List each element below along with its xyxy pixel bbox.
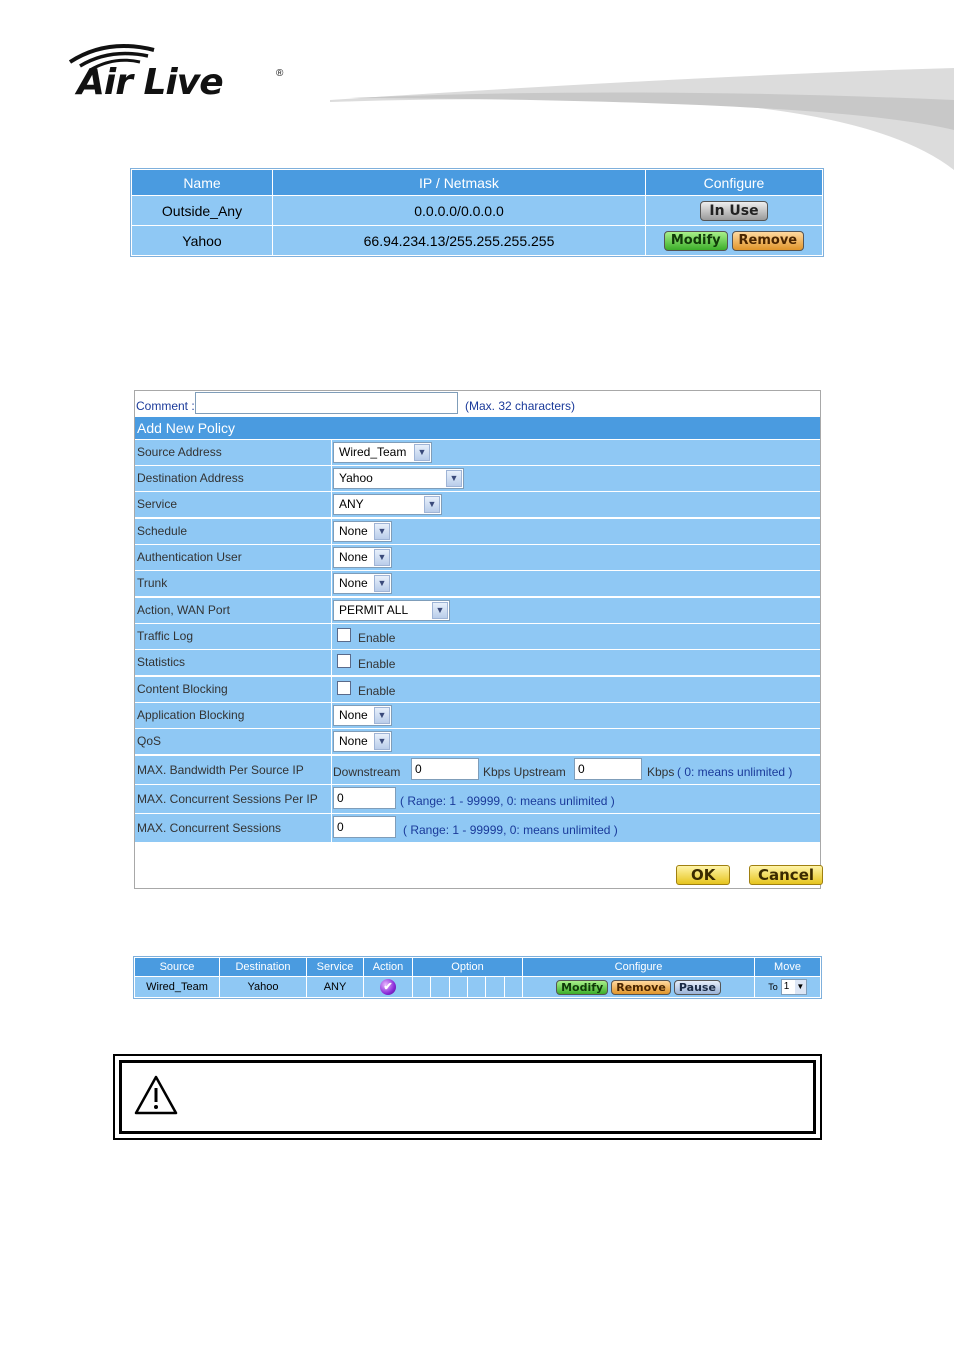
statistics-checkbox[interactable] — [337, 654, 351, 668]
field-label: Destination Address — [135, 466, 331, 491]
col-header: IP / Netmask — [273, 170, 645, 195]
move-select[interactable]: 1 ▼ — [781, 979, 807, 995]
col-header: Option — [413, 958, 522, 976]
chevron-down-icon: ▼ — [374, 575, 390, 592]
option-cell — [505, 977, 522, 997]
schedule-row — [135, 519, 820, 544]
action-wan-row — [135, 598, 820, 623]
col-header: Destination — [220, 958, 306, 976]
app-blocking-row — [135, 703, 820, 728]
field-label: Trunk — [135, 571, 331, 596]
traffic-log-checkbox[interactable] — [337, 628, 351, 642]
option-cell — [450, 977, 467, 997]
move-label: To — [768, 981, 778, 992]
kbps-unit: Kbps — [647, 765, 675, 779]
policy-table — [133, 956, 822, 999]
col-header: Configure — [646, 170, 822, 195]
destination-address-select[interactable]: Yahoo ▼ — [333, 468, 464, 489]
option-cell — [413, 977, 430, 997]
ip-cell: 66.94.234.13/255.255.255.255 — [273, 226, 645, 255]
field-label: Authentication User — [135, 545, 331, 570]
chevron-down-icon: ▼ — [432, 602, 448, 619]
comment-row — [135, 391, 820, 417]
field-label: Service — [135, 492, 331, 517]
trunk-row — [135, 571, 820, 596]
in-use-button[interactable]: In Use — [700, 201, 767, 221]
comment-label: Comment : — [136, 399, 195, 413]
sessions-input[interactable]: 0 — [333, 816, 396, 838]
field-label: MAX. Concurrent Sessions — [135, 814, 331, 842]
permit-check-icon: ✔ — [380, 979, 396, 995]
source-cell: Wired_Team — [135, 977, 219, 997]
field-label: MAX. Concurrent Sessions Per IP — [135, 785, 331, 813]
service-select[interactable]: ANY ▼ — [333, 494, 442, 515]
option-cell — [431, 977, 448, 997]
field-label: Application Blocking — [135, 703, 331, 728]
content-blocking-row — [135, 677, 820, 702]
address-table — [130, 168, 824, 257]
chevron-down-icon: ▼ — [446, 470, 462, 487]
airlive-logo — [62, 40, 292, 110]
name-cell: Outside_Any — [132, 196, 272, 225]
chevron-down-icon: ▼ — [374, 733, 390, 750]
chevron-down-icon: ▼ — [424, 496, 440, 513]
field-label: Content Blocking — [135, 677, 331, 702]
configure-cell — [646, 196, 822, 225]
upstream-label: Kbps Upstream — [483, 765, 566, 779]
chevron-down-icon: ▼ — [374, 523, 390, 540]
col-header: Source — [135, 958, 219, 976]
move-cell — [755, 977, 820, 997]
source-address-row — [135, 440, 820, 465]
field-label: Traffic Log — [135, 624, 331, 649]
field-label: QoS — [135, 729, 331, 754]
warning-box — [113, 1054, 822, 1140]
comment-hint: (Max. 32 characters) — [465, 399, 576, 413]
app-blocking-select[interactable]: None ▼ — [333, 705, 392, 726]
configure-cell — [646, 226, 822, 255]
comment-input[interactable] — [195, 392, 458, 414]
ok-button[interactable]: OK — [676, 865, 730, 885]
traffic-log-row — [135, 624, 820, 649]
modify-button[interactable]: Modify — [664, 231, 728, 251]
upstream-input[interactable]: 0 — [574, 758, 642, 780]
qos-row — [135, 729, 820, 754]
name-cell: Yahoo — [132, 226, 272, 255]
chevron-down-icon: ▼ — [795, 980, 806, 994]
destination-address-row — [135, 466, 820, 491]
schedule-select[interactable]: None ▼ — [333, 521, 392, 542]
checkbox-label: Enable — [358, 684, 396, 698]
col-header: Action — [364, 958, 412, 976]
source-address-select[interactable]: Wired_Team ▼ — [333, 442, 432, 463]
action-wan-select[interactable]: PERMIT ALL ▼ — [333, 600, 450, 621]
col-header: Move — [755, 958, 820, 976]
col-header: Configure — [523, 958, 754, 976]
bandwidth-row — [135, 756, 820, 784]
chevron-down-icon: ▼ — [374, 707, 390, 724]
col-header: Name — [132, 170, 272, 195]
chevron-down-icon: ▼ — [374, 549, 390, 566]
bandwidth-hint: ( 0: means unlimited ) — [677, 765, 793, 779]
sessions-per-ip-input[interactable]: 0 — [333, 787, 396, 809]
logo-text: Air Live — [77, 62, 223, 103]
remove-button[interactable]: Remove — [732, 231, 805, 251]
field-label: Source Address — [135, 440, 331, 465]
form-title: Add New Policy — [135, 417, 820, 439]
qos-select[interactable]: None ▼ — [333, 731, 392, 752]
statistics-row — [135, 650, 820, 675]
field-label: MAX. Bandwidth Per Source IP — [135, 756, 331, 784]
header-swoosh — [330, 60, 954, 180]
content-blocking-checkbox[interactable] — [337, 681, 351, 695]
field-label: Statistics — [135, 650, 331, 675]
service-cell: ANY — [307, 977, 363, 997]
downstream-label: Downstream — [333, 765, 401, 779]
checkbox-label: Enable — [358, 631, 396, 645]
sessions-row — [135, 814, 820, 842]
modify-button[interactable]: Modify — [556, 980, 608, 995]
table-row — [135, 977, 820, 997]
cancel-button[interactable]: Cancel — [749, 865, 823, 885]
warning-icon — [134, 1075, 178, 1115]
table-row — [132, 226, 822, 255]
table-row — [132, 196, 822, 225]
downstream-input[interactable]: 0 — [411, 758, 479, 780]
field-label: Action, WAN Port — [135, 598, 331, 623]
service-row — [135, 492, 820, 517]
pause-button[interactable]: Pause — [674, 980, 721, 995]
checkbox-label: Enable — [358, 657, 396, 671]
auth-user-row — [135, 545, 820, 570]
trunk-select[interactable]: None ▼ — [333, 573, 392, 594]
col-header: Service — [307, 958, 363, 976]
sessions-hint: ( Range: 1 - 99999, 0: means unlimited ) — [403, 823, 618, 837]
configure-cell — [523, 977, 754, 997]
registered-mark: ® — [276, 68, 284, 79]
option-cell — [486, 977, 503, 997]
sessions-per-ip-hint: ( Range: 1 - 99999, 0: means unlimited ) — [400, 794, 615, 808]
field-label: Schedule — [135, 519, 331, 544]
sessions-per-ip-row — [135, 785, 820, 813]
ip-cell: 0.0.0.0/0.0.0.0 — [273, 196, 645, 225]
auth-user-select[interactable]: None ▼ — [333, 547, 392, 568]
option-cell — [468, 977, 485, 997]
remove-button[interactable]: Remove — [611, 980, 671, 995]
chevron-down-icon: ▼ — [414, 444, 430, 461]
table-header-row — [135, 958, 820, 976]
add-policy-form — [134, 390, 821, 889]
action-cell — [364, 977, 412, 997]
destination-cell: Yahoo — [220, 977, 306, 997]
table-header-row — [132, 170, 822, 195]
